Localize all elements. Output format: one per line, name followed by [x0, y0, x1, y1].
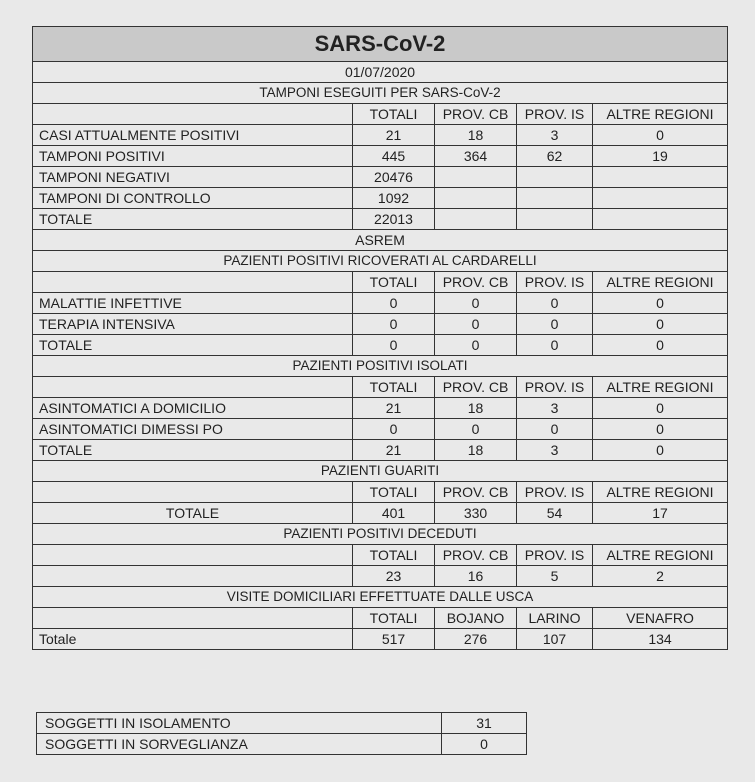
cell-value: 364	[435, 146, 517, 167]
cell-value: 18	[435, 125, 517, 146]
cell-value: 0	[517, 419, 593, 440]
cell-value: 3	[517, 440, 593, 461]
cell-value: 445	[353, 146, 435, 167]
cell-value	[517, 188, 593, 209]
cell-value: 0	[593, 293, 728, 314]
table-row	[33, 503, 728, 524]
row-label	[33, 566, 353, 587]
cell-value: 21	[353, 398, 435, 419]
cell-value: 1092	[353, 188, 435, 209]
cell-value: 0	[435, 419, 517, 440]
cell-value	[517, 167, 593, 188]
cell-value: 0	[517, 314, 593, 335]
cell-value: 0	[435, 335, 517, 356]
cell-value: 0	[435, 293, 517, 314]
cell-value: 107	[517, 629, 593, 650]
table-row	[33, 419, 728, 440]
section-header-tamponi	[33, 83, 728, 104]
cell-value: 0	[593, 419, 728, 440]
column-header-row	[33, 545, 728, 566]
cell-value: 20476	[353, 167, 435, 188]
col-header: TOTALI	[353, 272, 435, 293]
table-row	[33, 146, 728, 167]
col-header: PROV. CB	[435, 545, 517, 566]
cell-value: 21	[353, 125, 435, 146]
cell-value: 0	[593, 125, 728, 146]
usca-header: VISITE DOMICILIARI EFFETTUATE DALLE USCA	[33, 587, 728, 608]
col-header: PROV. CB	[435, 482, 517, 503]
table-row	[33, 440, 728, 461]
cell-value: 0	[353, 335, 435, 356]
table-row	[33, 335, 728, 356]
soggetti-table	[36, 712, 527, 755]
table-row	[33, 167, 728, 188]
col-header: PROV. IS	[517, 104, 593, 125]
cell-value: 31	[442, 713, 527, 734]
column-header-row	[33, 377, 728, 398]
cell-value	[435, 209, 517, 230]
cell-value: 18	[435, 398, 517, 419]
col-header: TOTALI	[353, 482, 435, 503]
empty-cell	[33, 377, 353, 398]
col-header: PROV. CB	[435, 377, 517, 398]
row-label: TOTALE	[33, 440, 353, 461]
cell-value: 517	[353, 629, 435, 650]
col-header: ALTRE REGIONI	[593, 104, 728, 125]
cell-value: 0	[435, 314, 517, 335]
cell-value	[435, 188, 517, 209]
cell-value: 2	[593, 566, 728, 587]
section-header-deceduti	[33, 524, 728, 545]
cell-value: 0	[353, 293, 435, 314]
column-header-row	[33, 272, 728, 293]
col-header: TOTALI	[353, 608, 435, 629]
report-title: SARS-CoV-2	[33, 27, 728, 62]
cell-value: 0	[442, 734, 527, 755]
row-label: MALATTIE INFETTIVE	[33, 293, 353, 314]
cell-value	[593, 188, 728, 209]
table-row	[37, 734, 527, 755]
cell-value	[435, 167, 517, 188]
table-row	[33, 398, 728, 419]
table-row	[33, 188, 728, 209]
cell-value: 330	[435, 503, 517, 524]
row-label: CASI ATTUALMENTE POSITIVI	[33, 125, 353, 146]
col-header: PROV. CB	[435, 104, 517, 125]
cell-value: 54	[517, 503, 593, 524]
col-header: ALTRE REGIONI	[593, 482, 728, 503]
col-header: BOJANO	[435, 608, 517, 629]
title-row	[33, 27, 728, 62]
row-label: TERAPIA INTENSIVA	[33, 314, 353, 335]
cell-value: 19	[593, 146, 728, 167]
column-header-row	[33, 608, 728, 629]
cell-value: 0	[593, 335, 728, 356]
cell-value: 18	[435, 440, 517, 461]
empty-cell	[33, 104, 353, 125]
cell-value: 23	[353, 566, 435, 587]
cell-value: 22013	[353, 209, 435, 230]
row-label: Totale	[33, 629, 353, 650]
col-header: PROV. IS	[517, 545, 593, 566]
table-row	[33, 629, 728, 650]
table-row	[33, 293, 728, 314]
cell-value: 0	[353, 419, 435, 440]
cell-value	[593, 209, 728, 230]
col-header: TOTALI	[353, 545, 435, 566]
cell-value: 21	[353, 440, 435, 461]
empty-cell	[33, 482, 353, 503]
deceduti-header: PAZIENTI POSITIVI DECEDUTI	[33, 524, 728, 545]
row-label: TAMPONI NEGATIVI	[33, 167, 353, 188]
cell-value: 0	[593, 314, 728, 335]
asrem-row	[33, 230, 728, 251]
col-header: ALTRE REGIONI	[593, 545, 728, 566]
row-label: ASINTOMATICI A DOMICILIO	[33, 398, 353, 419]
row-label: SOGGETTI IN ISOLAMENTO	[37, 713, 442, 734]
table-row	[37, 713, 527, 734]
col-header: VENAFRO	[593, 608, 728, 629]
col-header: PROV. CB	[435, 272, 517, 293]
cell-value: 16	[435, 566, 517, 587]
cell-value: 0	[517, 293, 593, 314]
table-row	[33, 566, 728, 587]
cell-value: 17	[593, 503, 728, 524]
cell-value	[593, 167, 728, 188]
column-header-row	[33, 482, 728, 503]
empty-cell	[33, 272, 353, 293]
column-header-row	[33, 104, 728, 125]
row-label: TAMPONI DI CONTROLLO	[33, 188, 353, 209]
col-header: LARINO	[517, 608, 593, 629]
asrem-label: ASREM	[33, 230, 728, 251]
tamponi-header: TAMPONI ESEGUITI PER SARS-CoV-2	[33, 83, 728, 104]
cell-value: 5	[517, 566, 593, 587]
date-row	[33, 62, 728, 83]
col-header: ALTRE REGIONI	[593, 377, 728, 398]
guariti-header: PAZIENTI GUARITI	[33, 461, 728, 482]
ricoverati-header: PAZIENTI POSITIVI RICOVERATI AL CARDARELLI	[33, 251, 728, 272]
cell-value: 0	[593, 440, 728, 461]
cell-value: 134	[593, 629, 728, 650]
col-header: TOTALI	[353, 104, 435, 125]
row-label: TAMPONI POSITIVI	[33, 146, 353, 167]
row-label: ASINTOMATICI DIMESSI PO	[33, 419, 353, 440]
section-header-usca	[33, 587, 728, 608]
empty-cell	[33, 545, 353, 566]
cell-value: 0	[517, 335, 593, 356]
row-label: TOTALE	[33, 503, 353, 524]
col-header: PROV. IS	[517, 272, 593, 293]
empty-cell	[33, 608, 353, 629]
cell-value: 62	[517, 146, 593, 167]
report-date: 01/07/2020	[33, 62, 728, 83]
cell-value: 3	[517, 125, 593, 146]
row-label: TOTALE	[33, 209, 353, 230]
cell-value: 0	[593, 398, 728, 419]
section-header-guariti	[33, 461, 728, 482]
table-row	[33, 314, 728, 335]
col-header: PROV. IS	[517, 482, 593, 503]
col-header: PROV. IS	[517, 377, 593, 398]
row-label: TOTALE	[33, 335, 353, 356]
table-row	[33, 209, 728, 230]
cell-value: 3	[517, 398, 593, 419]
table-row	[33, 125, 728, 146]
section-header-ricoverati	[33, 251, 728, 272]
cell-value: 0	[353, 314, 435, 335]
covid-report-table	[32, 26, 728, 650]
cell-value: 401	[353, 503, 435, 524]
row-label: SOGGETTI IN SORVEGLIANZA	[37, 734, 442, 755]
isolati-header: PAZIENTI POSITIVI ISOLATI	[33, 356, 728, 377]
cell-value	[517, 209, 593, 230]
col-header: ALTRE REGIONI	[593, 272, 728, 293]
section-header-isolati	[33, 356, 728, 377]
col-header: TOTALI	[353, 377, 435, 398]
cell-value: 276	[435, 629, 517, 650]
